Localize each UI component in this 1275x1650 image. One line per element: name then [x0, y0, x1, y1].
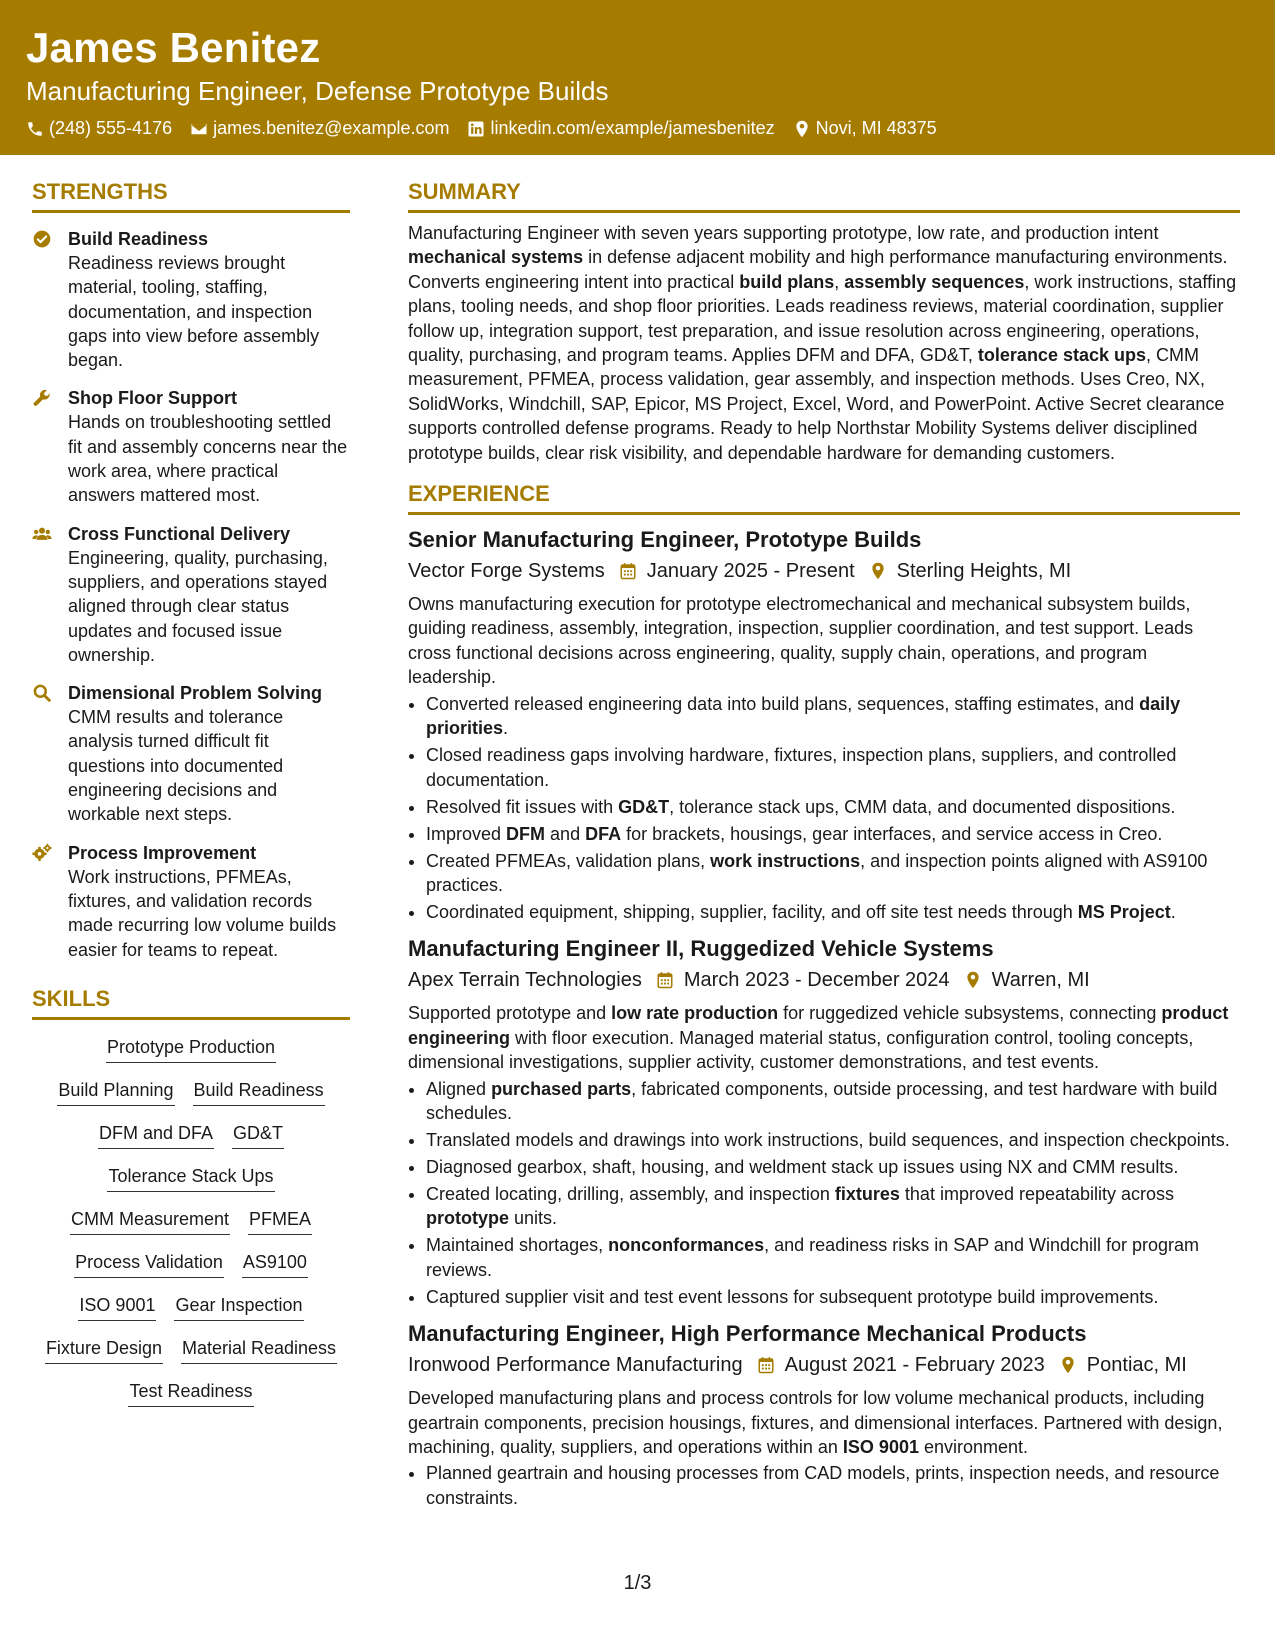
experience-heading: EXPERIENCE: [408, 465, 1240, 515]
emphasis-text: prototype: [426, 1208, 509, 1229]
job-bullets: [408, 692, 1240, 925]
job-dates: August 2021 - February 2023: [784, 1354, 1045, 1377]
emphasis-text: daily priorities: [426, 693, 1181, 739]
strengths-heading: STRENGTHS: [32, 155, 350, 213]
summary-text: Manufacturing Engineer with seven years supporting prototype, low rate, and production intent mechanical systems in defense adjacent mobility and high performance manufacturing environments. Converts engineering intent into practical build plans, assembly sequences, work instructions, staffing plans, tooling needs, and shop floor priorities. Leads readiness reviews, material coordination, supplier follow up, integration support, test preparation, and issue resolution across engineering, operations, quality, purchasing, and program teams. Applies DFM and DFA, GD&T, tolerance stack ups, CMM measurement, PFMEA, process validation, gear assembly, and inspection methods. Uses Creo, NX, SolidWorks, Windchill, SAP, Epicor, MS Project, Excel, Word, and PowerPoint. Active Secret clearance supports controlled defense programs. Ready to help Northstar Mobility Systems deliver disciplined prototype builds, clear risk visibility, and dependable hardware for demanding customers.: [408, 223, 1237, 463]
skill-tag: GD&T: [232, 1120, 284, 1149]
strength-item: [32, 841, 350, 962]
contact-linkedin-text: linkedin.com/example/jamesbenitez: [490, 118, 775, 138]
strength-title: Build Readiness: [68, 229, 209, 249]
emphasis-text: product engineering: [408, 1003, 1229, 1048]
check-circle-icon: [32, 229, 52, 249]
skill-tag: PFMEA: [248, 1206, 312, 1235]
skill-tag: Test Readiness: [128, 1378, 253, 1407]
strength-item: [32, 681, 350, 826]
emphasis-text: work instructions: [710, 850, 861, 871]
contact-bar: [26, 118, 1249, 139]
strengths-list: [32, 227, 350, 962]
job-bullet: • Aligned purchased parts, fabricated components, outside processing, and test hardware with build schedules.: [426, 1077, 1240, 1126]
job-meta: [408, 965, 1240, 995]
contact-phone[interactable]: [26, 118, 172, 139]
map-pin-icon: [869, 562, 887, 580]
job-bullet: • Resolved fit issues with GD&T, tolerance stack ups, CMM data, and documented dispositions.: [426, 795, 1240, 819]
job-dates: January 2025 - Present: [646, 560, 855, 583]
job-bullet: • Created locating, drilling, assembly, and inspection fixtures that improved repeatability across prototype units.: [426, 1182, 1240, 1231]
emphasis-text: low rate production: [611, 1003, 779, 1024]
skill-tag: Fixture Design: [45, 1335, 163, 1364]
strength-item: [32, 522, 350, 667]
job-entry: [408, 1319, 1240, 1510]
left-column: [32, 155, 350, 1421]
page-number: 1/3: [623, 1572, 652, 1594]
skill-tag: Build Planning: [57, 1077, 174, 1106]
job-entry: [408, 525, 1240, 924]
right-column: [408, 155, 1240, 1513]
envelope-icon: [190, 120, 208, 138]
strength-title: Cross Functional Delivery: [68, 523, 291, 544]
strength-title: Process Improvement: [68, 842, 257, 863]
strength-title: Dimensional Problem Solving: [68, 683, 323, 704]
emphasis-text: tolerance stack ups: [977, 345, 1146, 366]
calendar-icon: [619, 562, 637, 580]
skill-tag: Material Readiness: [181, 1335, 337, 1364]
emphasis-text: assembly sequences: [844, 271, 1025, 292]
strength-desc: Readiness reviews brought material, tooling, staffing, documentation, and inspection gaps into view before assembly began.: [68, 253, 320, 371]
search-icon: [32, 683, 52, 703]
contact-phone-text: (248) 555-4176: [49, 118, 173, 138]
emphasis-text: nonconformances: [608, 1235, 765, 1256]
job-description: Developed manufacturing plans and process controls for low volume mechanical products, including geartrain components, precision housings, fixtures, and dimensional interfaces. Partnered with design, machining, quality, suppliers, and operations within an ISO 9001 environment.: [408, 1388, 1223, 1457]
emphasis-text: MS Project: [1077, 901, 1171, 922]
skill-tag: DFM and DFA: [98, 1120, 214, 1149]
wrench-icon: [32, 388, 52, 408]
emphasis-text: purchased parts: [491, 1078, 632, 1099]
job-bullet: • Maintained shortages, nonconformances, and readiness risks in SAP and Windchill for program reviews.: [426, 1233, 1240, 1282]
job-description: Supported prototype and low rate production for ruggedized vehicle subsystems, connecting product engineering with floor execution. Managed material status, configuration control, tooling concepts, dimensional investigations, supplier activity, customer demonstrations, and test events.: [408, 1003, 1229, 1073]
users-icon: [32, 524, 52, 544]
skill-tag: Process Validation: [74, 1249, 224, 1278]
job-title: Manufacturing Engineer, High Performance Mechanical Products: [408, 1321, 1087, 1347]
skill-tag: CMM Measurement: [70, 1206, 230, 1235]
job-meta: [408, 556, 1240, 586]
emphasis-text: build plans: [739, 271, 835, 292]
emphasis-text: GD&T: [618, 796, 670, 817]
job-bullet: • Translated models and drawings into work instructions, build sequences, and inspection checkpoints.: [426, 1128, 1240, 1152]
job-location: Sterling Heights, MI: [896, 560, 1072, 583]
resume-header: [0, 0, 1275, 155]
job-bullets: [408, 1077, 1240, 1310]
contact-linkedin[interactable]: [467, 118, 774, 139]
job-bullet: • Improved DFM and DFA for brackets, housings, gear interfaces, and service access in Creo.: [426, 822, 1240, 846]
skills-heading: SKILLS: [32, 976, 350, 1020]
job-title: Manufacturing Engineer II, Ruggedized Vehicle Systems: [408, 936, 994, 962]
map-pin-icon: [964, 971, 982, 989]
job-title: Senior Manufacturing Engineer, Prototype Builds: [408, 527, 922, 553]
strength-desc: CMM results and tolerance analysis turned difficult fit questions into documented engineering decisions and workable next steps.: [68, 707, 284, 825]
job-company: Ironwood Performance Manufacturing: [408, 1354, 743, 1377]
emphasis-text: fixtures: [834, 1183, 900, 1204]
skill-tag: ISO 9001: [78, 1292, 156, 1321]
emphasis-text: DFA: [585, 823, 622, 844]
contact-location: [793, 118, 937, 139]
job-bullet: • Diagnosed gearbox, shaft, housing, and weldment stack up issues using NX and CMM results.: [426, 1155, 1240, 1179]
skill-tag: AS9100: [242, 1249, 308, 1278]
job-company: Vector Forge Systems: [408, 560, 605, 583]
map-pin-icon: [1059, 1356, 1077, 1374]
job-location: Pontiac, MI: [1086, 1354, 1187, 1377]
job-description: Owns manufacturing execution for prototype electromechanical and mechanical subsystem builds, guiding readiness, assembly, integration, inspection, supplier coordination, and test support. Leads cross functional decisions across engineering, quality, supply chain, operations, and program leadership.: [408, 594, 1194, 688]
emphasis-text: ISO 9001: [842, 1436, 919, 1457]
emphasis-text: mechanical systems: [408, 247, 584, 268]
skills-list: [32, 1034, 350, 1407]
summary-heading: SUMMARY: [408, 155, 1240, 213]
gears-icon: [32, 843, 52, 863]
job-entry: [408, 934, 1240, 1309]
calendar-icon: [757, 1356, 775, 1374]
map-pin-icon: [793, 120, 811, 138]
strength-desc: Engineering, quality, purchasing, suppliers, and operations stayed aligned through clear status updates and focused issue ownership.: [68, 547, 328, 665]
skill-tag: Tolerance Stack Ups: [107, 1163, 274, 1192]
phone-icon: [26, 120, 44, 138]
experience-list: [408, 525, 1240, 1510]
job-bullet: • Planned geartrain and housing processes from CAD models, prints, inspection needs, and resource constraints.: [426, 1461, 1240, 1510]
skill-tag: Gear Inspection: [174, 1292, 303, 1321]
skill-tag: Prototype Production: [106, 1034, 276, 1063]
strength-desc: Work instructions, PFMEAs, fixtures, and validation records made recurring low volume builds easier for teams to repeat.: [68, 866, 337, 960]
skill-tag: Build Readiness: [193, 1077, 325, 1106]
job-bullets: [408, 1461, 1240, 1510]
job-bullet: • Converted released engineering data into build plans, sequences, staffing estimates, and daily priorities.: [426, 692, 1240, 741]
job-company: Apex Terrain Technologies: [408, 969, 642, 992]
job-bullet: • Created PFMEAs, validation plans, work instructions, and inspection points aligned with AS9100 practices.: [426, 849, 1240, 898]
strength-desc: Hands on troubleshooting settled fit and assembly concerns near the work area, where practical answers mattered most.: [68, 412, 348, 506]
strength-item: [32, 386, 350, 507]
contact-location-text: Novi, MI 48375: [815, 118, 937, 138]
job-meta: [408, 1350, 1240, 1380]
emphasis-text: DFM: [506, 823, 546, 844]
contact-email[interactable]: [190, 118, 449, 139]
job-location: Warren, MI: [991, 969, 1090, 992]
job-bullet: • Captured supplier visit and test event lessons for subsequent prototype build improvements.: [426, 1285, 1240, 1309]
candidate-name: James Benitez: [26, 24, 321, 71]
strength-title: Shop Floor Support: [68, 388, 237, 409]
job-bullet: • Coordinated equipment, shipping, supplier, facility, and off site test needs through MS Project.: [426, 900, 1240, 924]
job-dates: March 2023 - December 2024: [683, 969, 950, 992]
job-bullet: • Closed readiness gaps involving hardware, fixtures, inspection plans, suppliers, and controlled documentation.: [426, 743, 1240, 792]
contact-email-text: james.benitez@example.com: [213, 118, 450, 138]
calendar-icon: [656, 971, 674, 989]
candidate-headline: Manufacturing Engineer, Defense Prototype Builds: [26, 76, 609, 106]
strength-item: [32, 227, 350, 372]
linkedin-icon: [467, 120, 485, 138]
